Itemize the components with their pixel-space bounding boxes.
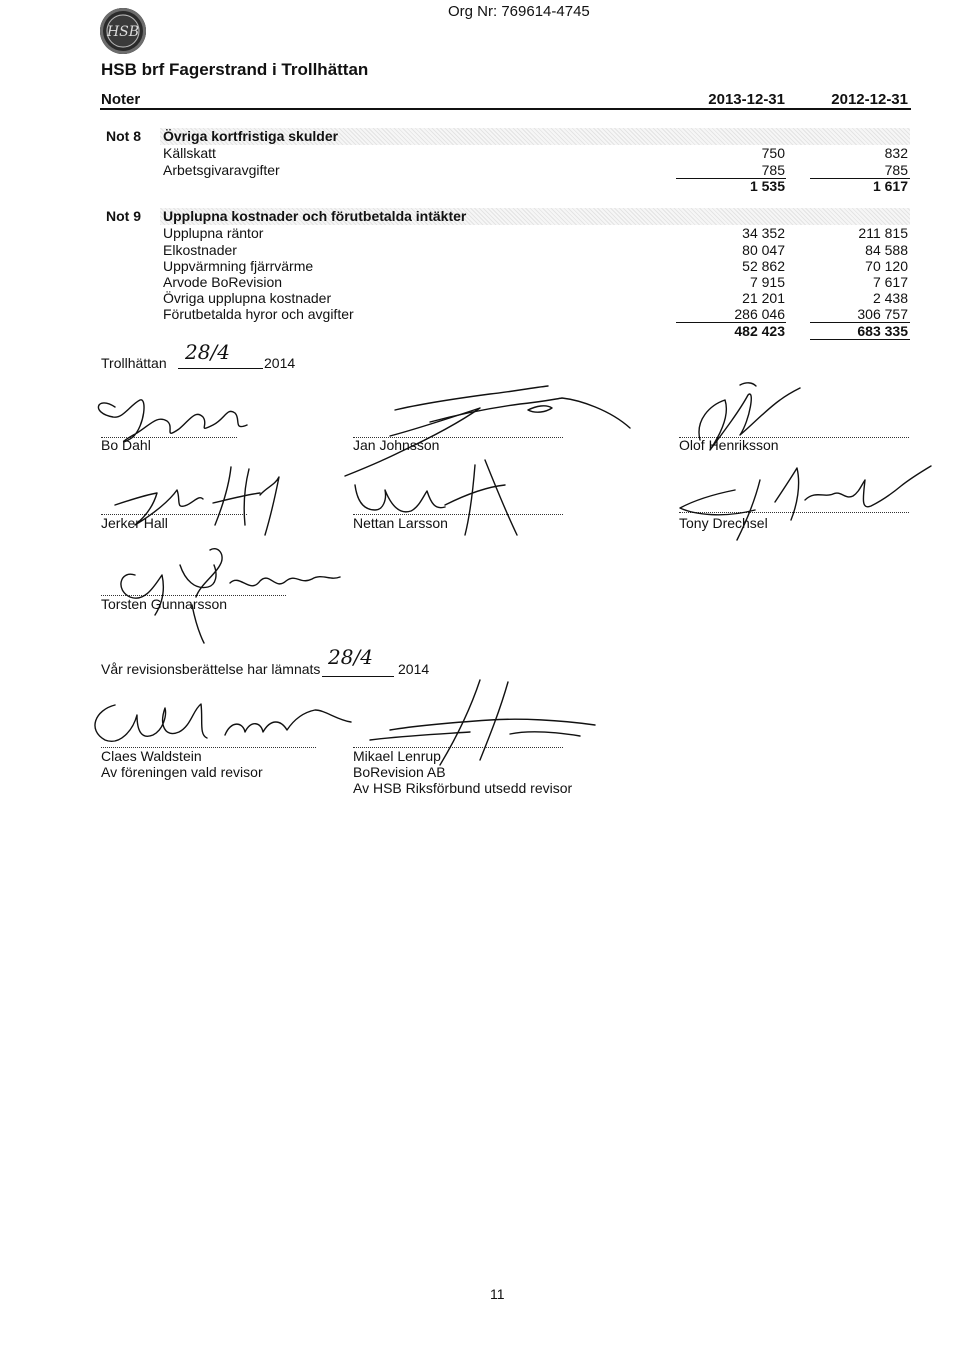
signature-scribble-nettan-larsson (345, 455, 545, 545)
signature-scribble-olof-henriksson (670, 380, 810, 480)
page-number: 11 (490, 1286, 505, 1302)
board-member-name: Jerker Hall (101, 515, 168, 531)
signing-date-handwritten: 28/4 (185, 340, 230, 364)
signing-year: 2014 (264, 355, 296, 371)
note-8-title: Övriga kortfristiga skulder (163, 128, 339, 144)
column-header-previous: 2012-12-31 (831, 91, 908, 108)
logo-text: HSB (106, 24, 140, 40)
note-8-row-label: Arbetsgivaravgifter (163, 162, 280, 178)
note-9-row-label: Arvode BoRevision (163, 274, 283, 290)
note-8-number: Not 8 (106, 128, 141, 144)
note-9-row-current: 286 046 (734, 306, 785, 322)
section-title: Noter (101, 91, 141, 108)
signing-date-line (178, 368, 263, 369)
note-9-row-label: Upplupna räntor (163, 225, 264, 241)
auditor-firm: BoRevision AB (353, 764, 446, 780)
note-8-row-previous: 785 (884, 162, 908, 178)
board-member-name: Nettan Larsson (353, 515, 448, 531)
auditor-role: Av HSB Riksförbund utsedd revisor (353, 780, 573, 796)
signature-scribble-torsten-gunnarsson (100, 535, 360, 645)
note-9-row-previous: 211 815 (858, 225, 908, 241)
board-member-name: Bo Dahl (101, 437, 151, 453)
note-8-total-previous: 1 617 (872, 178, 908, 194)
note-9-row-previous: 84 588 (865, 242, 908, 258)
hsb-logo-icon (100, 8, 146, 54)
auditor-name: Claes Waldstein (101, 748, 202, 764)
note-9-row-label: Uppvärmning fjärrvärme (163, 258, 314, 274)
org-number: Org Nr: 769614-4745 (448, 3, 590, 20)
header-rule (100, 108, 911, 110)
signing-place: Trollhättan (101, 355, 167, 371)
note-8-row-previous: 832 (884, 145, 908, 161)
audit-statement: Vår revisionsberättelse har lämnats (101, 661, 321, 677)
note-9-row-current: 52 862 (742, 258, 785, 274)
signature-line (679, 512, 909, 513)
signature-scribble-tony-drechsel (665, 460, 935, 550)
board-member-name: Olof Henriksson (679, 437, 779, 453)
note-9-double-rule (810, 339, 910, 340)
note-8-row-current: 750 (761, 145, 785, 161)
column-header-current: 2013-12-31 (708, 91, 785, 108)
note-9-row-label: Elkostnader (163, 242, 237, 258)
note-8-row-current: 785 (761, 162, 785, 178)
note-9-row-previous: 2 438 (872, 290, 908, 306)
note-9-row-previous: 7 617 (872, 274, 908, 290)
audit-date-line (322, 676, 394, 677)
note-8-total-current: 1 535 (749, 178, 785, 194)
note-9-row-previous: 306 757 (857, 306, 908, 322)
note-9-total-previous: 683 335 (857, 323, 908, 339)
note-9-row-current: 34 352 (742, 225, 785, 241)
audit-year: 2014 (398, 661, 430, 677)
board-member-name: Torsten Gunnarsson (101, 596, 228, 612)
auditor-name: Mikael Lenrup (353, 748, 441, 764)
note-9-row-label: Förutbetalda hyror och avgifter (163, 306, 354, 322)
signature-scribble-jan-johnsson (300, 380, 640, 480)
board-member-name: Tony Drechsel (679, 515, 768, 531)
note-9-row-label: Övriga upplupna kostnader (163, 290, 332, 306)
board-member-name: Jan Johnsson (353, 437, 440, 453)
note-9-total-current: 482 423 (734, 323, 785, 339)
note-9-row-current: 21 201 (742, 290, 785, 306)
note-9-number: Not 9 (106, 208, 141, 224)
note-9-row-current: 80 047 (742, 242, 785, 258)
auditor-role: Av föreningen vald revisor (101, 764, 263, 780)
note-9-row-previous: 70 120 (865, 258, 908, 274)
association-name: HSB brf Fagerstrand i Trollhättan (101, 60, 369, 79)
note-9-title: Upplupna kostnader och förutbetalda intäkter (163, 208, 467, 224)
audit-date-handwritten: 28/4 (328, 645, 373, 669)
note-9-row-current: 7 915 (749, 274, 785, 290)
note-8-row-label: Källskatt (163, 145, 216, 161)
